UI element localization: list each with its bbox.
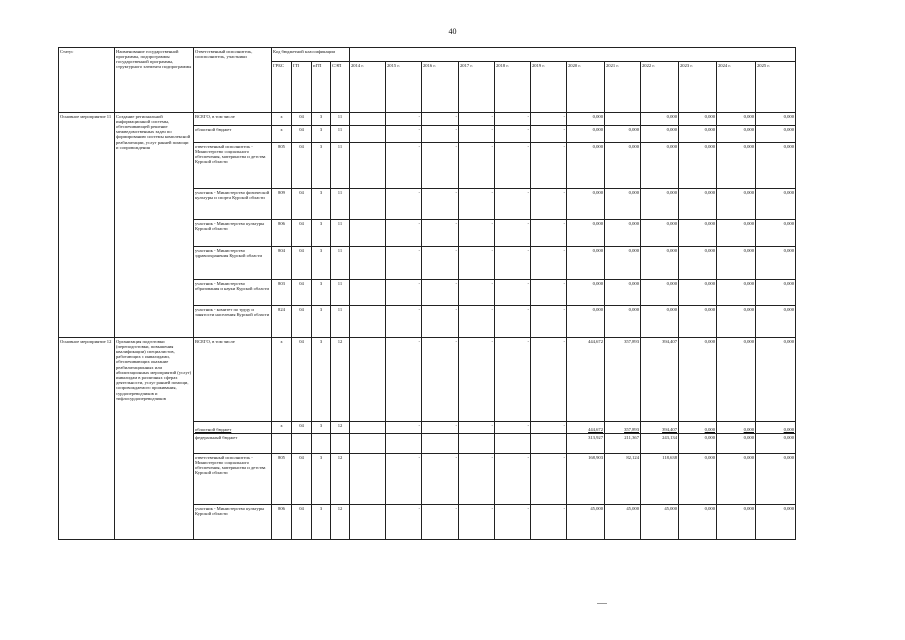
header-pgp: пГП: [312, 62, 331, 113]
code-cell-sep: 11: [331, 143, 350, 189]
code-cell-gp: 04: [292, 247, 312, 280]
year-value-cell: 0,000: [567, 126, 605, 143]
code-cell-gp: 04: [292, 338, 312, 422]
year-value-cell: 394,407: [641, 338, 679, 422]
year-value-cell: [350, 454, 386, 505]
year-value-cell: -: [422, 189, 459, 220]
code-cell-grbs: 809: [272, 189, 292, 220]
year-value-cell: -: [459, 454, 495, 505]
year-value-cell: -: [422, 220, 459, 247]
year-value-cell: -: [459, 280, 495, 306]
year-value-cell: -: [386, 189, 422, 220]
year-value-cell: -: [386, 113, 422, 126]
year-value-cell: -: [531, 280, 567, 306]
year-value-cell: 0,000: [717, 338, 756, 422]
year-value-cell: -: [495, 454, 531, 505]
year-value-cell: 0,000: [679, 280, 717, 306]
executor-cell: участник - Министерство культуры Курской области: [194, 220, 272, 247]
year-value-cell: 0,000: [679, 338, 717, 422]
year-value-cell: 0,000: [567, 189, 605, 220]
code-cell-sep: 11: [331, 126, 350, 143]
code-cell-sep: 11: [331, 280, 350, 306]
year-value-cell: -: [531, 220, 567, 247]
header-year: 2022 г.: [641, 62, 679, 113]
year-value-cell: -: [495, 306, 531, 338]
year-value-cell: 168,903: [567, 454, 605, 505]
year-value-cell: -: [495, 189, 531, 220]
code-cell-pgp: 3: [312, 280, 331, 306]
year-value-cell: 0,000: [717, 505, 756, 540]
year-value-cell: -: [531, 422, 567, 434]
year-value-cell: -: [422, 306, 459, 338]
year-value-cell: 357,893: [605, 422, 641, 434]
year-value-cell: -: [459, 189, 495, 220]
year-value-cell: 444,672: [567, 422, 605, 434]
year-value-cell: [350, 338, 386, 422]
year-value-cell: -: [531, 454, 567, 505]
year-value-cell: -: [531, 338, 567, 422]
year-value-cell: -: [386, 505, 422, 540]
year-value-cell: 45,000: [641, 505, 679, 540]
year-value-cell: [605, 113, 641, 126]
year-value-cell: -: [422, 454, 459, 505]
year-value-cell: 0,000: [641, 113, 679, 126]
executor-cell: участник - комитет по труду и занятости населения Курской области: [194, 306, 272, 338]
code-cell-grbs: х: [272, 422, 292, 434]
code-cell-grbs: х: [272, 126, 292, 143]
year-value-cell: -: [386, 143, 422, 189]
year-value-cell: -: [531, 113, 567, 126]
year-value-cell: [350, 280, 386, 306]
year-value-cell: -: [531, 306, 567, 338]
year-value-cell: [350, 306, 386, 338]
year-value-cell: 0,000: [567, 247, 605, 280]
executor-cell: участник - Министерство образования и науки Курской области: [194, 280, 272, 306]
executor-cell: федеральный бюджет: [194, 434, 272, 454]
header-year: 2025 г.: [756, 62, 796, 113]
year-value-cell: 0,000: [756, 189, 796, 220]
executor-cell: ответственный исполнитель - Министерство социального обеспечения, материнства и детства Курской области: [194, 143, 272, 189]
code-cell-pgp: 3: [312, 143, 331, 189]
year-value-cell: -: [495, 338, 531, 422]
year-value-cell: -: [386, 422, 422, 434]
code-cell-grbs: 824: [272, 306, 292, 338]
year-value-cell: -: [459, 247, 495, 280]
year-value-cell: 0,000: [717, 422, 756, 434]
code-cell-sep: 12: [331, 422, 350, 434]
header-years-blank: [350, 48, 796, 62]
header-year: 2018 г.: [495, 62, 531, 113]
year-value-cell: 243,134: [641, 434, 679, 454]
code-cell-sep: 11: [331, 220, 350, 247]
code-cell-gp: 04: [292, 422, 312, 434]
code-cell-grbs: х: [272, 338, 292, 422]
year-value-cell: 0,000: [717, 454, 756, 505]
executor-cell: областной бюджет: [194, 126, 272, 143]
year-value-cell: [350, 189, 386, 220]
code-cell-gp: 04: [292, 454, 312, 505]
year-value-cell: 0,000: [717, 306, 756, 338]
year-value-cell: -: [495, 113, 531, 126]
year-value-cell: 0,000: [641, 143, 679, 189]
year-value-cell: 0,000: [756, 505, 796, 540]
executor-cell: ВСЕГО, в том числе: [194, 113, 272, 126]
header-executor: Ответственный исполнитель, соисполнитель, участники: [194, 48, 272, 113]
code-cell-pgp: 3: [312, 220, 331, 247]
code-cell-pgp: 3: [312, 126, 331, 143]
year-value-cell: 0,000: [756, 422, 796, 434]
header-year: 2014 г.: [350, 62, 386, 113]
year-value-cell: -: [459, 306, 495, 338]
code-cell-gp: 04: [292, 143, 312, 189]
year-value-cell: -: [531, 143, 567, 189]
header-status: Статус: [59, 48, 115, 113]
year-value-cell: 0,000: [679, 113, 717, 126]
year-value-cell: [495, 434, 531, 454]
year-value-cell: 0,000: [641, 306, 679, 338]
year-value-cell: 0,000: [605, 126, 641, 143]
year-value-cell: -: [459, 422, 495, 434]
year-value-cell: 0,000: [605, 280, 641, 306]
year-value-cell: -: [459, 143, 495, 189]
code-cell-grbs: 805: [272, 454, 292, 505]
year-value-cell: 0,000: [641, 189, 679, 220]
executor-cell: участник - Министерство здравоохранения Курской области: [194, 247, 272, 280]
code-cell-pgp: [312, 434, 331, 454]
year-value-cell: -: [495, 247, 531, 280]
year-value-cell: -: [422, 422, 459, 434]
year-value-cell: 0,000: [605, 220, 641, 247]
year-value-cell: 82,124: [605, 454, 641, 505]
code-cell-pgp: 3: [312, 189, 331, 220]
code-cell-grbs: 804: [272, 247, 292, 280]
table-body: [59, 113, 796, 540]
code-cell-grbs: 805: [272, 143, 292, 189]
page-number: 40: [448, 27, 457, 36]
code-cell-sep: 12: [331, 338, 350, 422]
year-value-cell: 0,000: [567, 143, 605, 189]
table-row: [59, 113, 796, 126]
year-value-cell: -: [422, 143, 459, 189]
year-value-cell: 0,000: [717, 280, 756, 306]
year-value-cell: 0,000: [679, 454, 717, 505]
year-value-cell: 0,000: [717, 126, 756, 143]
year-value-cell: -: [531, 126, 567, 143]
year-value-cell: 0,000: [756, 280, 796, 306]
year-value-cell: 0,000: [641, 280, 679, 306]
code-cell-gp: 04: [292, 189, 312, 220]
header-year: 2024 г.: [717, 62, 756, 113]
year-value-cell: 0,000: [756, 126, 796, 143]
budget-table: [58, 47, 796, 540]
header-name: Наименование государственной программы, подпрограммы государственной программы, структурного элемента подпрограммы: [115, 48, 194, 113]
year-value-cell: 444,672: [567, 338, 605, 422]
year-value-cell: 118,638: [641, 454, 679, 505]
year-value-cell: [350, 247, 386, 280]
year-value-cell: 0,000: [605, 143, 641, 189]
year-value-cell: 0,000: [717, 247, 756, 280]
year-value-cell: 0,000: [641, 247, 679, 280]
year-value-cell: 0,000: [641, 220, 679, 247]
code-cell-sep: [331, 434, 350, 454]
code-cell-sep: 11: [331, 113, 350, 126]
code-cell-gp: 04: [292, 280, 312, 306]
year-value-cell: -: [422, 126, 459, 143]
year-value-cell: 0,000: [567, 113, 605, 126]
year-value-cell: -: [459, 505, 495, 540]
name-cell: Создание региональной информационной системы, обеспечивающей решение межведомственных задач по формированию системы комплексной реабилитации, услуг ранней помощи и сопровождения: [115, 113, 194, 338]
year-value-cell: 0,000: [679, 422, 717, 434]
code-cell-gp: 04: [292, 306, 312, 338]
year-value-cell: 0,000: [717, 113, 756, 126]
executor-cell: ВСЕГО, в том числе: [194, 338, 272, 422]
code-cell-sep: 12: [331, 505, 350, 540]
year-value-cell: 211,367: [605, 434, 641, 454]
year-value-cell: 0,000: [756, 143, 796, 189]
year-value-cell: 0,000: [605, 306, 641, 338]
year-value-cell: -: [531, 505, 567, 540]
year-value-cell: 0,000: [717, 189, 756, 220]
year-value-cell: 0,000: [567, 280, 605, 306]
year-value-cell: -: [531, 247, 567, 280]
year-value-cell: [350, 434, 386, 454]
year-value-cell: -: [495, 422, 531, 434]
header-year: 2023 г.: [679, 62, 717, 113]
year-value-cell: -: [422, 280, 459, 306]
year-value-cell: 313,927: [567, 434, 605, 454]
year-value-cell: -: [495, 143, 531, 189]
code-cell-grbs: х: [272, 113, 292, 126]
code-cell-gp: 04: [292, 505, 312, 540]
year-value-cell: 0,000: [679, 505, 717, 540]
year-value-cell: -: [459, 220, 495, 247]
code-cell-pgp: 3: [312, 454, 331, 505]
table-row: [59, 338, 796, 422]
header-sep: СЭП: [331, 62, 350, 113]
year-value-cell: -: [422, 338, 459, 422]
name-cell: Организация подготовки (переподготовки, повышения квалификации) специалистов, работающих с инвалидами, обеспечивающих оказание реабилитационных или абилитационных мероприятий (услуг) инвалидам в различных сферах деятельности, услуг ранней помощи, сопровождаемого проживания, сурдопереводчиков и тифлосурдопереводчиков: [115, 338, 194, 540]
code-cell-sep: 11: [331, 189, 350, 220]
code-cell-pgp: 3: [312, 247, 331, 280]
year-value-cell: -: [386, 306, 422, 338]
year-value-cell: 0,000: [605, 247, 641, 280]
executor-cell: участник - Министерство физической культуры и спорта Курской области: [194, 189, 272, 220]
year-value-cell: [350, 126, 386, 143]
code-cell-gp: 04: [292, 113, 312, 126]
code-cell-gp: 04: [292, 126, 312, 143]
year-value-cell: -: [422, 113, 459, 126]
year-value-cell: 357,893: [605, 338, 641, 422]
year-value-cell: -: [531, 189, 567, 220]
status-cell: Основное мероприятие 12: [59, 338, 115, 540]
year-value-cell: -: [386, 338, 422, 422]
header-gp: ГП: [292, 62, 312, 113]
year-value-cell: -: [386, 220, 422, 247]
code-cell-grbs: 803: [272, 280, 292, 306]
year-value-cell: 0,000: [756, 113, 796, 126]
year-value-cell: -: [386, 247, 422, 280]
year-value-cell: 0,000: [679, 143, 717, 189]
year-value-cell: 0,000: [679, 434, 717, 454]
header-year: 2016 г.: [422, 62, 459, 113]
code-cell-grbs: 806: [272, 220, 292, 247]
header-year: 2021 г.: [605, 62, 641, 113]
header-year: 2019 г.: [531, 62, 567, 113]
year-value-cell: 0,000: [567, 220, 605, 247]
year-value-cell: 45,000: [567, 505, 605, 540]
year-value-cell: 394,407: [641, 422, 679, 434]
header-year: 2020 г.: [567, 62, 605, 113]
code-cell-sep: 11: [331, 247, 350, 280]
code-cell-gp: [292, 434, 312, 454]
year-value-cell: 0,000: [717, 143, 756, 189]
year-value-cell: 0,000: [679, 247, 717, 280]
year-value-cell: 0,000: [679, 126, 717, 143]
status-cell: Основное мероприятие 11: [59, 113, 115, 338]
code-cell-sep: 12: [331, 454, 350, 505]
year-value-cell: -: [422, 247, 459, 280]
year-value-cell: -: [459, 113, 495, 126]
year-value-cell: [422, 434, 459, 454]
year-value-cell: [386, 434, 422, 454]
year-value-cell: -: [422, 505, 459, 540]
executor-cell: ответственный исполнитель - Министерство социального обеспечения, материнства и детства Курской области: [194, 454, 272, 505]
year-value-cell: [350, 113, 386, 126]
year-value-cell: 0,000: [679, 189, 717, 220]
year-value-cell: -: [386, 454, 422, 505]
year-value-cell: 0,000: [717, 434, 756, 454]
year-value-cell: 0,000: [756, 338, 796, 422]
year-value-cell: -: [386, 280, 422, 306]
year-value-cell: 0,000: [679, 220, 717, 247]
header-year: 2017 г.: [459, 62, 495, 113]
year-value-cell: 45,000: [605, 505, 641, 540]
year-value-cell: 0,000: [605, 189, 641, 220]
year-value-cell: [350, 220, 386, 247]
code-cell-grbs: 806: [272, 505, 292, 540]
scan-mark: [597, 603, 607, 604]
code-cell-pgp: 3: [312, 338, 331, 422]
year-value-cell: -: [386, 126, 422, 143]
year-value-cell: 0,000: [756, 220, 796, 247]
code-cell-sep: 11: [331, 306, 350, 338]
year-value-cell: 0,000: [756, 247, 796, 280]
executor-cell: участник - Министерство культуры Курской области: [194, 505, 272, 540]
year-value-cell: -: [495, 505, 531, 540]
code-cell-pgp: 3: [312, 422, 331, 434]
year-value-cell: 0,000: [756, 306, 796, 338]
header-grbs: ГРБС: [272, 62, 292, 113]
year-value-cell: 0,000: [756, 454, 796, 505]
year-value-cell: [350, 143, 386, 189]
year-value-cell: [531, 434, 567, 454]
code-cell-pgp: 3: [312, 113, 331, 126]
year-value-cell: [350, 422, 386, 434]
year-value-cell: -: [459, 126, 495, 143]
executor-cell: областной бюджет: [194, 422, 272, 434]
year-value-cell: 0,000: [679, 306, 717, 338]
year-value-cell: [459, 434, 495, 454]
code-cell-grbs: [272, 434, 292, 454]
year-value-cell: -: [459, 338, 495, 422]
year-value-cell: 0,000: [641, 126, 679, 143]
year-value-cell: 0,000: [717, 220, 756, 247]
year-value-cell: 0,000: [756, 434, 796, 454]
code-cell-pgp: 3: [312, 306, 331, 338]
year-value-cell: -: [495, 126, 531, 143]
year-value-cell: -: [495, 280, 531, 306]
year-value-cell: -: [495, 220, 531, 247]
year-value-cell: [350, 505, 386, 540]
code-cell-gp: 04: [292, 220, 312, 247]
year-value-cell: 0,000: [567, 306, 605, 338]
code-cell-pgp: 3: [312, 505, 331, 540]
header-year: 2015 г.: [386, 62, 422, 113]
header-budget-code: Код бюджетной классификации: [272, 48, 350, 62]
